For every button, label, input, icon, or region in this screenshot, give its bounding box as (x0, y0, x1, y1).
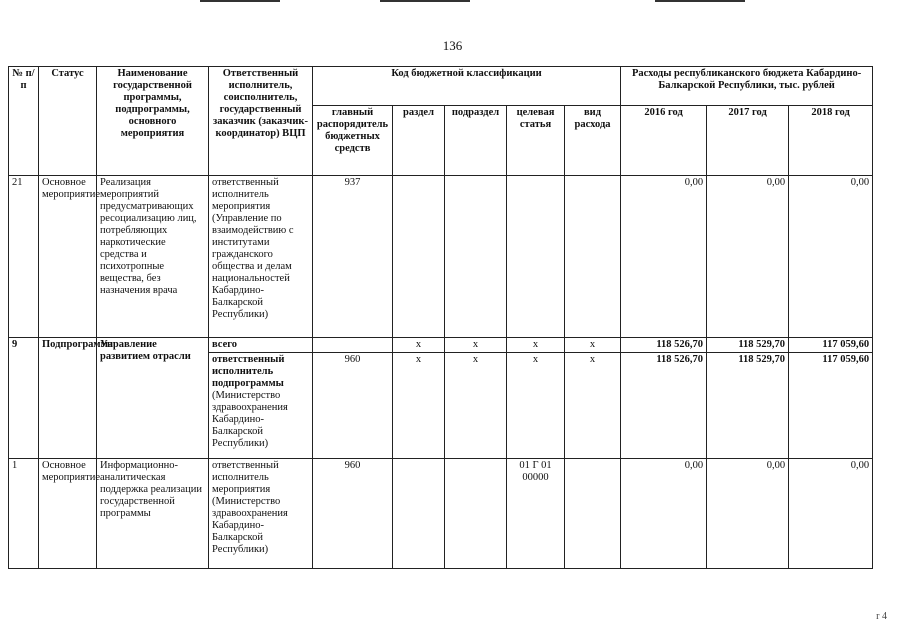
row-responsible: ответственный исполнитель мероприятия (Управление по взаимодействию с институтами гражданского общества и делам национальностей Кабардино-Балкарской Республики) (209, 176, 313, 338)
row-razdel (393, 176, 445, 338)
row-podrazdel (445, 176, 507, 338)
row-vid: x (565, 338, 621, 353)
top-rule-left (200, 0, 280, 2)
row-name: Информационно-аналитическая поддержка реализации государственной программы (97, 459, 209, 569)
row-status: Основное мероприятие (39, 459, 97, 569)
header-vid: вид расхода (565, 106, 621, 176)
row-status: Подпрограмма (39, 338, 97, 459)
row-2017: 118 529,70 (707, 338, 789, 353)
row-2018: 117 059,60 (789, 353, 873, 459)
header-responsible: Ответственный исполнитель, соисполнитель, государственный заказчик (заказчик-координатор) ВЦП (209, 67, 313, 176)
row-2017: 0,00 (707, 176, 789, 338)
row-num: 1 (9, 459, 39, 569)
row-podrazdel: x (445, 353, 507, 459)
header-cel: целевая статья (507, 106, 565, 176)
header-num: № п/п (9, 67, 39, 176)
header-2018: 2018 год (789, 106, 873, 176)
row-name: Реализация мероприятий предусматривающих ресоциализацию лиц, потребляющих наркотические средства и психотропные вещества, без назначения врача (97, 176, 209, 338)
header-expense-group: Расходы республиканского бюджета Кабардино-Балкарской Республики, тыс. рублей (621, 67, 873, 106)
row-responsible: всего (209, 338, 313, 353)
row-vid (565, 459, 621, 569)
row-cel (507, 176, 565, 338)
header-status: Статус (39, 67, 97, 176)
row-2018: 117 059,60 (789, 338, 873, 353)
row-podrazdel: x (445, 338, 507, 353)
row-razdel (393, 459, 445, 569)
budget-table (8, 66, 873, 569)
row-responsible (209, 353, 313, 459)
table-row (9, 459, 873, 569)
row-cel: x (507, 353, 565, 459)
top-rule-right (655, 0, 745, 2)
header-2017: 2017 год (707, 106, 789, 176)
header-podrazdel: подраздел (445, 106, 507, 176)
row-responsible: ответственный исполнитель мероприятия (Министерство здравоохранения Кабардино-Балкарской Республики) (209, 459, 313, 569)
table-row (9, 338, 873, 353)
row-razdel: x (393, 338, 445, 353)
row-razdel: x (393, 353, 445, 459)
header-grbs: главный распорядитель бюджетных средств (313, 106, 393, 176)
row-2016: 0,00 (621, 459, 707, 569)
header-row-1 (9, 67, 873, 106)
table-row (9, 176, 873, 338)
row-cel: 01 Г 01 00000 (507, 459, 565, 569)
header-code-group: Код бюджетной классификации (313, 67, 621, 106)
row-2016: 118 526,70 (621, 338, 707, 353)
responsible-bold-text: ответственный исполнитель подпрограммы (212, 354, 285, 389)
responsible-text: (Министерство здравоохранения Кабардино-Балкарской Республики) (212, 390, 288, 449)
row-podrazdel (445, 459, 507, 569)
row-num: 9 (9, 338, 39, 459)
row-name: Управление развитием отрасли (97, 338, 209, 459)
row-2017: 0,00 (707, 459, 789, 569)
row-grbs: 960 (313, 353, 393, 459)
row-grbs (313, 338, 393, 353)
top-rule-middle (380, 0, 470, 2)
row-2016: 118 526,70 (621, 353, 707, 459)
row-num: 21 (9, 176, 39, 338)
page-number: 136 (442, 38, 463, 53)
header-razdel: раздел (393, 106, 445, 176)
row-cel: x (507, 338, 565, 353)
row-2018: 0,00 (789, 459, 873, 569)
row-vid (565, 176, 621, 338)
row-grbs: 937 (313, 176, 393, 338)
header-2016: 2016 год (621, 106, 707, 176)
row-2018: 0,00 (789, 176, 873, 338)
row-2016: 0,00 (621, 176, 707, 338)
row-vid: x (565, 353, 621, 459)
row-status: Основное мероприятие (39, 176, 97, 338)
row-grbs: 960 (313, 459, 393, 569)
row-2017: 118 529,70 (707, 353, 789, 459)
corner-marks: r 4 (876, 611, 887, 622)
header-name: Наименование государственной программы, подпрограммы, основного мероприятия (97, 67, 209, 176)
